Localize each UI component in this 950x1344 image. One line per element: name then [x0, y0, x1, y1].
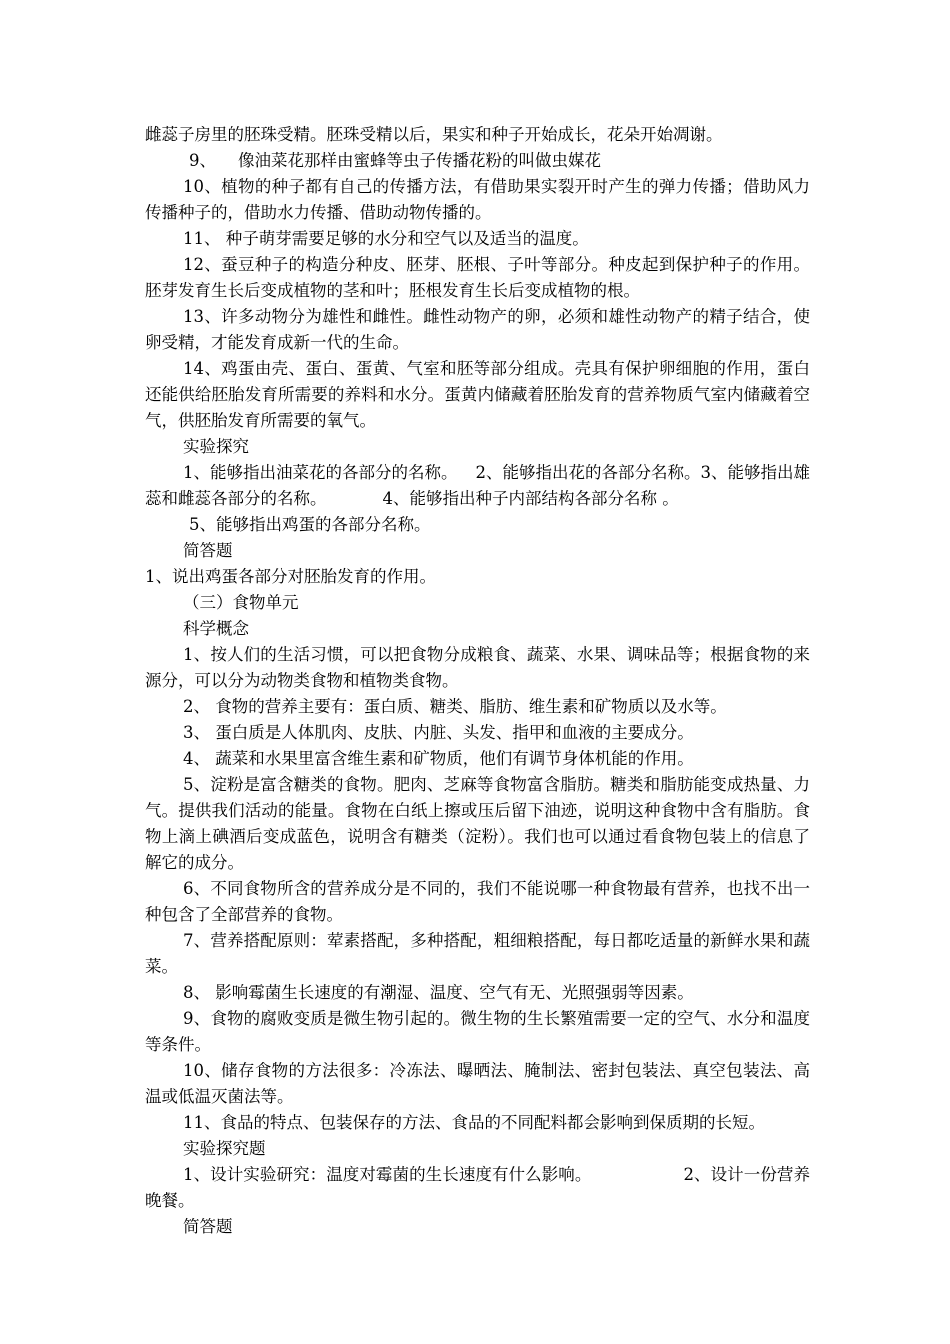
- text-line: 6、不同食物所含的营养成分是不同的，我们不能说哪一种食物最有营养，也找不出一种包含了全部营养的食物。: [145, 879, 810, 924]
- text-line: 11、 种子萌芽需要足够的水分和空气以及适当的温度。: [183, 229, 589, 248]
- paragraph: [145, 1006, 810, 1058]
- text-line: 10、植物的种子都有自己的传播方法，有借助果实裂开时产生的弹力传播；借助风力传播种子的，借助水力传播、借助动物传播的。: [145, 177, 810, 222]
- paragraph: [145, 252, 810, 304]
- paragraph: [145, 772, 810, 876]
- paragraph: [145, 122, 810, 148]
- paragraph: [145, 928, 810, 980]
- paragraph: [145, 304, 810, 356]
- text-line: 9、食物的腐败变质是微生物引起的。微生物的生长繁殖需要一定的空气、水分和温度等条件。: [145, 1009, 810, 1054]
- text-line: 13、许多动物分为雄性和雌性。雌性动物产的卵，必须和雄性动物产的精子结合，使卵受精，才能发育成新一代的生命。: [145, 307, 810, 352]
- text-line: 10、储存食物的方法很多：冷冻法、曝晒法、腌制法、密封包装法、真空包装法、高温或低温灭菌法等。: [145, 1061, 810, 1106]
- text-line: 5、淀粉是富含糖类的食物。肥肉、芝麻等食物富含脂肪。糖类和脂肪能变成热量、力气。提供我们活动的能量。食物在白纸上擦或压后留下油迹，说明这种食物中含有脂肪。食物上滴上碘酒后变成蓝色，说明含有糖类（淀粉）。我们也可以通过看食物包装上的信息了解它的成分。: [145, 775, 810, 872]
- section-heading: [145, 1136, 810, 1162]
- text-line: 1、按人们的生活习惯，可以把食物分成粮食、蔬菜、水果、调味品等；根据食物的来源分，可以分为动物类食物和植物类食物。: [145, 645, 810, 690]
- text-line: 2、能够指出花的各部分名称。3、能够指出雄蕊和雌蕊各部分的名称。: [145, 463, 810, 508]
- section-heading: [145, 538, 810, 564]
- paragraph: [145, 1110, 810, 1136]
- heading-text: 简答题: [183, 1217, 233, 1236]
- text-line: 1、设计实验研究：温度对霉菌的生长速度有什么影响。: [183, 1165, 592, 1184]
- text-line: 11、食品的特点、包装保存的方法、食品的不同配料都会影响到保质期的长短。: [183, 1113, 765, 1132]
- text-line: 雌蕊子房里的胚珠受精。胚珠受精以后，果实和种子开始成长，花朵开始凋谢。: [145, 125, 723, 144]
- section-heading: [145, 1214, 810, 1240]
- paragraph: [145, 356, 810, 434]
- text-line: 4、 蔬菜和水果里富含维生素和矿物质，他们有调节身体机能的作用。: [183, 749, 694, 768]
- text-line: 7、营养搭配原则：荤素搭配，多种搭配，粗细粮搭配，每日都吃适量的新鲜水果和蔬菜。: [145, 931, 810, 976]
- heading-text: 简答题: [183, 541, 233, 560]
- paragraph: [145, 174, 810, 226]
- paragraph: [145, 512, 810, 538]
- paragraph: [145, 1162, 810, 1214]
- paragraph: [145, 564, 810, 590]
- paragraph: [145, 148, 810, 174]
- text-line: 1、说出鸡蛋各部分对胚胎发育的作用。: [145, 567, 436, 586]
- text-line: 14、鸡蛋由壳、蛋白、蛋黄、气室和胚等部分组成。壳具有保护卵细胞的作用，蛋白还能供给胚胎发育所需要的养料和水分。蛋黄内储藏着胚胎发育的营养物质气室内储藏着空气，供胚胎发育所需要的氧气。: [145, 359, 810, 430]
- text-line: 2、设计一份营养晚餐。: [145, 1165, 810, 1210]
- section-heading: [145, 616, 810, 642]
- text-line: 3、 蛋白质是人体肌肉、皮肤、内脏、头发、指甲和血液的主要成分。: [183, 723, 694, 742]
- text-line: 5、能够指出鸡蛋的各部分名称。: [189, 515, 431, 534]
- heading-text: 实验探究: [183, 437, 249, 456]
- paragraph: [145, 694, 810, 720]
- section-heading: [145, 590, 810, 616]
- paragraph: [145, 980, 810, 1006]
- text-line: 2、 食物的营养主要有：蛋白质、糖类、脂肪、维生素和矿物质以及水等。: [183, 697, 727, 716]
- text-line: 4、能够指出种子内部结构各部分名称 。: [382, 489, 679, 508]
- paragraph: [145, 460, 810, 512]
- paragraph: [145, 746, 810, 772]
- document-body: [145, 122, 810, 1240]
- section-heading: [145, 434, 810, 460]
- heading-text: 实验探究题: [183, 1139, 266, 1158]
- text-line: 1、能够指出油菜花的各部分的名称。: [183, 463, 458, 482]
- text-line: 像油菜花那样由蜜蜂等虫子传播花粉的叫做虫媒花: [238, 151, 601, 170]
- heading-text: （三）食物单元: [183, 593, 299, 612]
- paragraph: [145, 226, 810, 252]
- item-number: 9、: [189, 151, 216, 170]
- paragraph: [145, 876, 810, 928]
- paragraph: [145, 720, 810, 746]
- text-line: 12、蚕豆种子的构造分种皮、胚芽、胚根、子叶等部分。种皮起到保护种子的作用。胚芽发育生长后变成植物的茎和叶；胚根发育生长后变成植物的根。: [145, 255, 810, 300]
- text-line: 8、 影响霉菌生长速度的有潮湿、温度、空气有无、光照强弱等因素。: [183, 983, 694, 1002]
- paragraph: [145, 1058, 810, 1110]
- paragraph: [145, 642, 810, 694]
- heading-text: 科学概念: [183, 619, 249, 638]
